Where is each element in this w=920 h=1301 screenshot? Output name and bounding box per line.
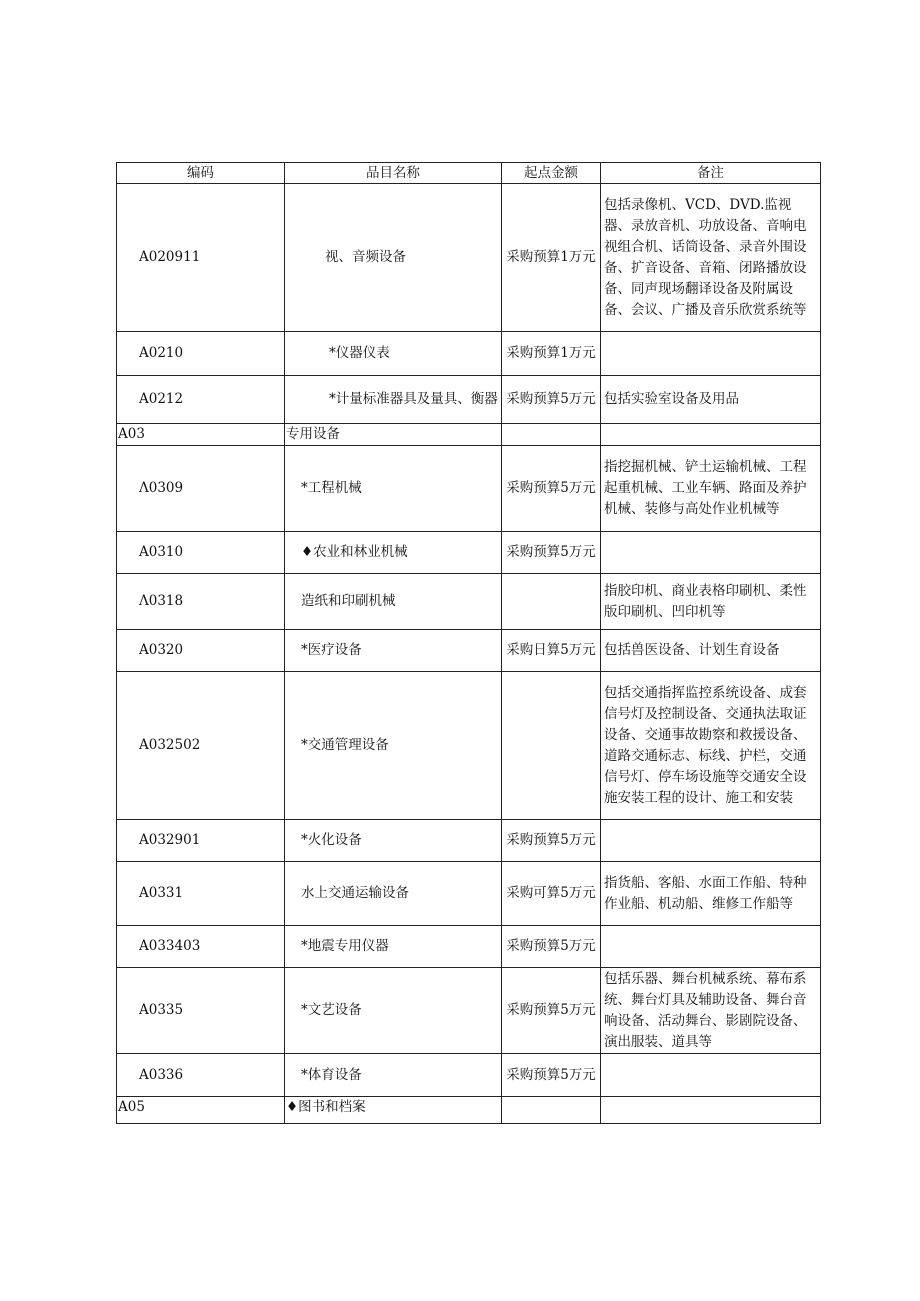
item-amount [502, 1097, 601, 1124]
category-row [117, 1097, 821, 1124]
item-amount: 采购预算5万元 [502, 1054, 601, 1097]
table-row [117, 446, 821, 532]
item-note: 指挖掘机械、铲土运输机械、工程起重机械、工业车辆、路面及养护机械、装修与高处作业机械等 [601, 446, 821, 532]
table-row [117, 672, 821, 820]
table-row [117, 968, 821, 1054]
category-code: A05 [117, 1097, 285, 1124]
header-code: 编码 [117, 163, 285, 184]
item-amount: 采购可算5万元 [502, 862, 601, 926]
item-code: A0336 [117, 1054, 285, 1097]
item-name: 造纸和印刷机械 [285, 574, 502, 630]
item-note: 包括实验室设备及用品 [601, 376, 821, 424]
header-note: 备注 [601, 163, 821, 184]
item-amount: 采购预算5万元 [502, 968, 601, 1054]
item-name: *交通管理设备 [285, 672, 502, 820]
table-row [117, 184, 821, 332]
item-name: *工程机械 [285, 446, 502, 532]
item-note: 指货船、客船、水面工作船、特种作业船、机动船、维修工作船等 [601, 862, 821, 926]
header-row [117, 163, 821, 184]
item-amount: 采购预算1万元 [502, 332, 601, 376]
item-code: A0331 [117, 862, 285, 926]
item-amount [502, 424, 601, 446]
item-code: A032502 [117, 672, 285, 820]
item-note [601, 332, 821, 376]
item-code: A0320 [117, 630, 285, 672]
header-amount: 起点金额 [502, 163, 601, 184]
table-row [117, 1054, 821, 1097]
header-name: 品目名称 [285, 163, 502, 184]
item-code: A0212 [117, 376, 285, 424]
item-name: *地震专用仪器 [285, 926, 502, 968]
item-note [601, 1097, 821, 1124]
item-name: ♦农业和林业机械 [285, 532, 502, 574]
item-note [601, 820, 821, 862]
item-note: 包括交通指挥监控系统设备、成套信号灯及控制设备、交通执法取证设备、交通事故勘察和救援设备、道路交通标志、标线、护栏，交通信号灯、停车场设施等交通安全设施安装工程的设计、施工和安装 [601, 672, 821, 820]
item-amount: 采购预算5万元 [502, 820, 601, 862]
item-amount: 采购日算5万元 [502, 630, 601, 672]
table-row [117, 574, 821, 630]
item-code: Λ0309 [117, 446, 285, 532]
item-code: A033403 [117, 926, 285, 968]
item-name: 水上交通运输设备 [285, 862, 502, 926]
item-note: 包括录像机、VCD、DVD.监视器、录放音机、功放设备、音响电视组合机、话筒设备、录音外围设备、扩音设备、音箱、闭路播放设备、同声现场翻译设备及附属设备、会议、广播及音乐欣赏系统等 [601, 184, 821, 332]
item-name: 视、音频设备 [285, 184, 502, 332]
category-name: ♦图书和档案 [285, 1097, 502, 1124]
category-name: 专用设备 [285, 424, 502, 446]
item-name: *医疗设备 [285, 630, 502, 672]
item-note [601, 926, 821, 968]
item-note [601, 1054, 821, 1097]
item-amount: 采购预算1万元 [502, 184, 601, 332]
table-row [117, 630, 821, 672]
item-name: *文艺设备 [285, 968, 502, 1054]
item-amount: 采购预算5万元 [502, 376, 601, 424]
item-name: *仪器仪表 [285, 332, 502, 376]
item-amount [502, 574, 601, 630]
item-name: *体育设备 [285, 1054, 502, 1097]
item-amount: 采购预算5万元 [502, 446, 601, 532]
item-code: A020911 [117, 184, 285, 332]
item-amount [502, 672, 601, 820]
item-name: *计量标准器具及量具、衡器 [285, 376, 502, 424]
item-code: A0310 [117, 532, 285, 574]
item-note [601, 532, 821, 574]
category-code: A03 [117, 424, 285, 446]
item-name: *火化设备 [285, 820, 502, 862]
item-amount: 采购预算5万元 [502, 532, 601, 574]
table-row [117, 332, 821, 376]
item-amount: 采购预算5万元 [502, 926, 601, 968]
item-code: A0210 [117, 332, 285, 376]
item-note: 包括兽医设备、计划生育设备 [601, 630, 821, 672]
item-note: 指胶印机、商业表格印刷机、柔性版印刷机、凹印机等 [601, 574, 821, 630]
item-note [601, 424, 821, 446]
table-row [117, 532, 821, 574]
table-row [117, 376, 821, 424]
table-row [117, 926, 821, 968]
item-code: A0335 [117, 968, 285, 1054]
item-note: 包括乐器、舞台机械系统、幕布系统、舞台灯具及辅助设备、舞台音响设备、活动舞台、影剧院设备、演出服装、道具等 [601, 968, 821, 1054]
item-code: A032901 [117, 820, 285, 862]
category-row [117, 424, 821, 446]
table-row [117, 820, 821, 862]
item-code: Λ0318 [117, 574, 285, 630]
procurement-catalog-table [116, 162, 821, 1124]
table-row [117, 862, 821, 926]
